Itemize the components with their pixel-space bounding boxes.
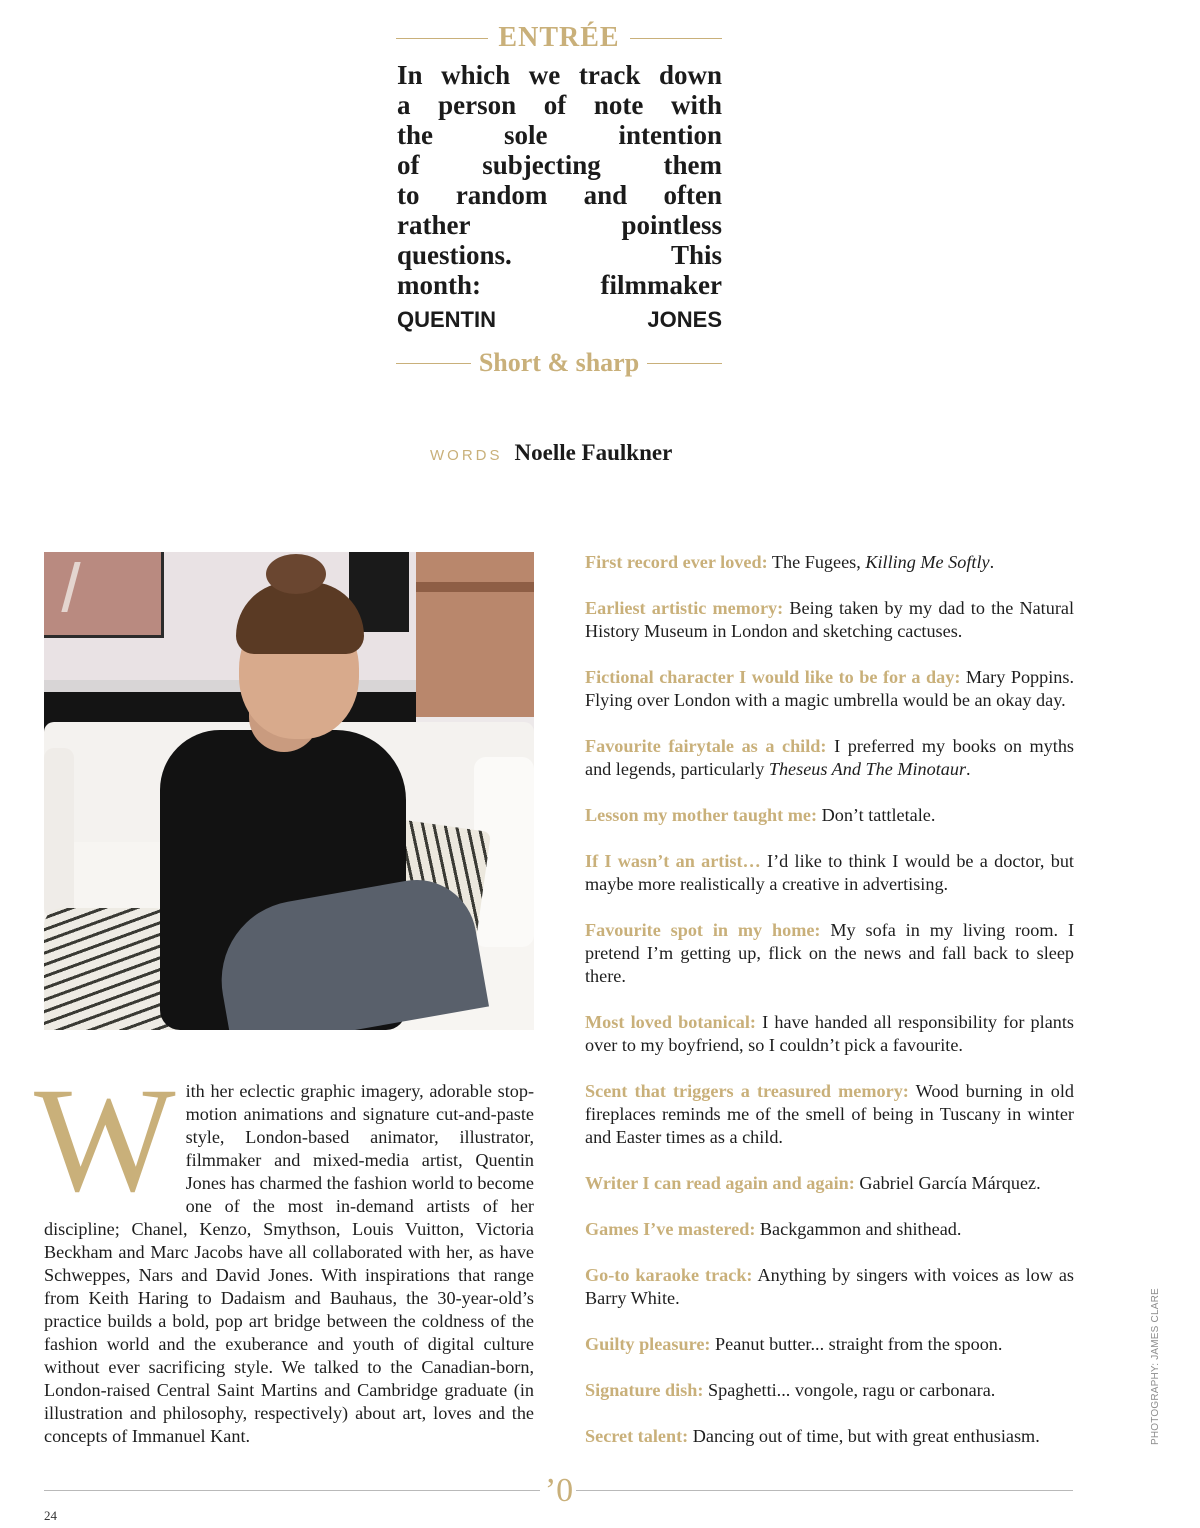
kicker-label: ENTRÉE (498, 22, 620, 53)
qa-answer: The Fugees, (771, 552, 866, 572)
qa-answer: Peanut butter... straight from the spoon. (715, 1334, 1003, 1354)
qa-question: Go-to karaoke track: (585, 1265, 753, 1285)
word: and (583, 180, 628, 210)
byline-label: WORDS (430, 447, 503, 464)
photo-subject-bun (266, 554, 326, 594)
qa-answer: Dancing out of time, but with great enthusiasm. (692, 1426, 1040, 1446)
section-tag-rule-right (647, 363, 722, 364)
qa-list (585, 551, 1074, 1471)
word: to (397, 180, 420, 210)
word: sole (503, 120, 548, 150)
qa-answer-tail: . (989, 552, 995, 572)
word: In (397, 60, 423, 90)
qa-item (585, 666, 1074, 712)
qa-answer: Anything by singers with voices as low as Barry White. (585, 1265, 1074, 1308)
section-tag-rule-left (396, 363, 471, 364)
qa-item (585, 1379, 1074, 1402)
word: filmmaker (600, 270, 722, 300)
subject-first-name: QUENTIN (397, 307, 496, 332)
qa-answer: Wood burning in old fireplaces reminds me of the smell of being in Tuscany in winter and Easter times as a child. (585, 1081, 1074, 1147)
standfirst-line (397, 120, 722, 150)
qa-answer: I have handed all responsibility for plants over to my boyfriend, so I couldn’t pick a favourite. (585, 1012, 1074, 1055)
standfirst-line (397, 150, 722, 180)
kicker-rule-left (396, 38, 488, 39)
qa-item (585, 1172, 1074, 1195)
qa-question: Lesson my mother taught me: (585, 805, 818, 825)
qa-question: Favourite spot in my home: (585, 920, 821, 940)
photo-credit: PHOTOGRAPHY: JAMES CLARE (1150, 1288, 1161, 1445)
qa-answer: I preferred my books on myths and legends, particularly (585, 736, 1075, 779)
kicker-rule-right (630, 38, 722, 39)
qa-item (585, 1264, 1074, 1310)
word: note (593, 90, 644, 120)
word: person (438, 90, 517, 120)
word: track (578, 60, 641, 90)
section-tag-label: Short & sharp (478, 348, 640, 377)
page-number: 24 (44, 1508, 57, 1523)
word: of (543, 90, 567, 120)
byline (430, 440, 672, 470)
qa-answer: Spaghetti... vongole, ragu or carbonara. (707, 1380, 996, 1400)
standfirst-line (397, 270, 722, 300)
word: often (663, 180, 722, 210)
word: pointless (621, 210, 722, 240)
qa-question: Games I’ve mastered: (585, 1219, 756, 1239)
qa-item (585, 597, 1074, 643)
word: them (663, 150, 722, 180)
standfirst-line (397, 60, 722, 90)
word: rather (397, 210, 471, 240)
qa-item (585, 1425, 1074, 1448)
photo-cushion-left (44, 748, 74, 918)
qa-item (585, 850, 1074, 896)
qa-answer-title: Killing Me Softly (865, 552, 990, 572)
qa-question: Scent that triggers a treasured memory: (585, 1081, 909, 1101)
qa-answer-title: Theseus And The Minotaur (768, 759, 967, 779)
standfirst-line (397, 180, 722, 210)
word: of (397, 150, 420, 180)
qa-question: Most loved botanical: (585, 1012, 756, 1032)
word: subjecting (482, 150, 601, 180)
qa-item (585, 1080, 1074, 1149)
qa-answer: Don’t tattletale. (821, 805, 936, 825)
footer-rule-right (576, 1490, 1073, 1491)
word: with (670, 90, 722, 120)
qa-question: Earliest artistic memory: (585, 598, 784, 618)
qa-item (585, 1333, 1074, 1356)
qa-question: Guilty pleasure: (585, 1334, 711, 1354)
qa-item (585, 804, 1074, 827)
qa-answer: My sofa in my living room. I pretend I’m getting up, flick on the news and fall back to sleep there. (585, 920, 1074, 986)
standfirst (397, 60, 722, 338)
word: questions. (397, 240, 512, 270)
qa-item (585, 1218, 1074, 1241)
section-kicker (396, 20, 722, 56)
qa-answer: Being taken by my dad to the Natural History Museum in London and sketching cactuses. (585, 598, 1075, 641)
footer-rule-left (44, 1490, 540, 1491)
qa-question: Favourite fairytale as a child: (585, 736, 827, 756)
qa-answer: I’d like to think I would be a doctor, but maybe more realistically a creative in advertising. (585, 851, 1074, 894)
standfirst-line (397, 210, 722, 240)
section-tag (396, 346, 722, 380)
qa-answer: Mary Poppins. Flying over London with a magic umbrella would be an okay day. (585, 667, 1075, 710)
qa-question: If I wasn’t an artist… (585, 851, 761, 871)
photo-easel-bar (416, 582, 534, 592)
qa-answer: Backgammon and shithead. (759, 1219, 962, 1239)
word: This (670, 240, 722, 270)
drop-cap: W (34, 1057, 176, 1223)
word: we (528, 60, 561, 90)
word: random (455, 180, 548, 210)
photo-wall-art (44, 552, 164, 638)
subject-name (397, 302, 722, 338)
qa-item (585, 551, 1074, 574)
qa-answer-tail: . (966, 759, 971, 779)
qa-item (585, 735, 1074, 781)
qa-question: Fictional character I would like to be for a day: (585, 667, 961, 687)
lead-paragraph (34, 1057, 534, 1448)
standfirst-line (397, 240, 722, 270)
word: the (397, 120, 433, 150)
qa-question: Signature dish: (585, 1380, 704, 1400)
qa-question: First record ever loved: (585, 552, 768, 572)
portrait-photo (44, 552, 534, 1030)
word: a (397, 90, 411, 120)
magazine-logo-mark: ’0 (544, 1472, 574, 1509)
qa-item (585, 1011, 1074, 1057)
photo-easel (416, 552, 534, 717)
word: down (658, 60, 722, 90)
standfirst-line (397, 90, 722, 120)
word: which (441, 60, 511, 90)
byline-author: Noelle Faulkner (514, 440, 673, 465)
qa-question: Writer I can read again and again: (585, 1173, 855, 1193)
word: intention (618, 120, 722, 150)
qa-answer: Gabriel García Márquez. (859, 1173, 1041, 1193)
subject-last-name: JONES (647, 307, 722, 332)
qa-item (585, 919, 1074, 988)
qa-question: Secret talent: (585, 1426, 689, 1446)
lead-text: ith her eclectic graphic imagery, adorable stop-motion animations and signature cut-and-paste style, London-based animator, illustrator, filmmaker and mixed-media artist, Quentin Jones has charmed the fashion world to become one of the most in-demand artists of her discipline; Chanel, Kenzo, Smythson, Louis Vuitton, Victoria Beckham and Marc Jacobs have all collaborated with her, as have Schweppes, Nars and David Jones. With inspirations that range from Keith Haring to Dadaism and Bauhaus, the 30-year-old’s practice builds a bold, pop art bridge between the coldness of the fashion world and the exuberance and youth of digital culture without ever sacrificing style. We talked to the Canadian-born, London-raised Central Saint Martins and Cambridge graduate (in illustration and philosophy, respectively) about art, loves and the concepts of Immanuel Kant. (44, 1081, 534, 1446)
word: month: (397, 270, 482, 300)
